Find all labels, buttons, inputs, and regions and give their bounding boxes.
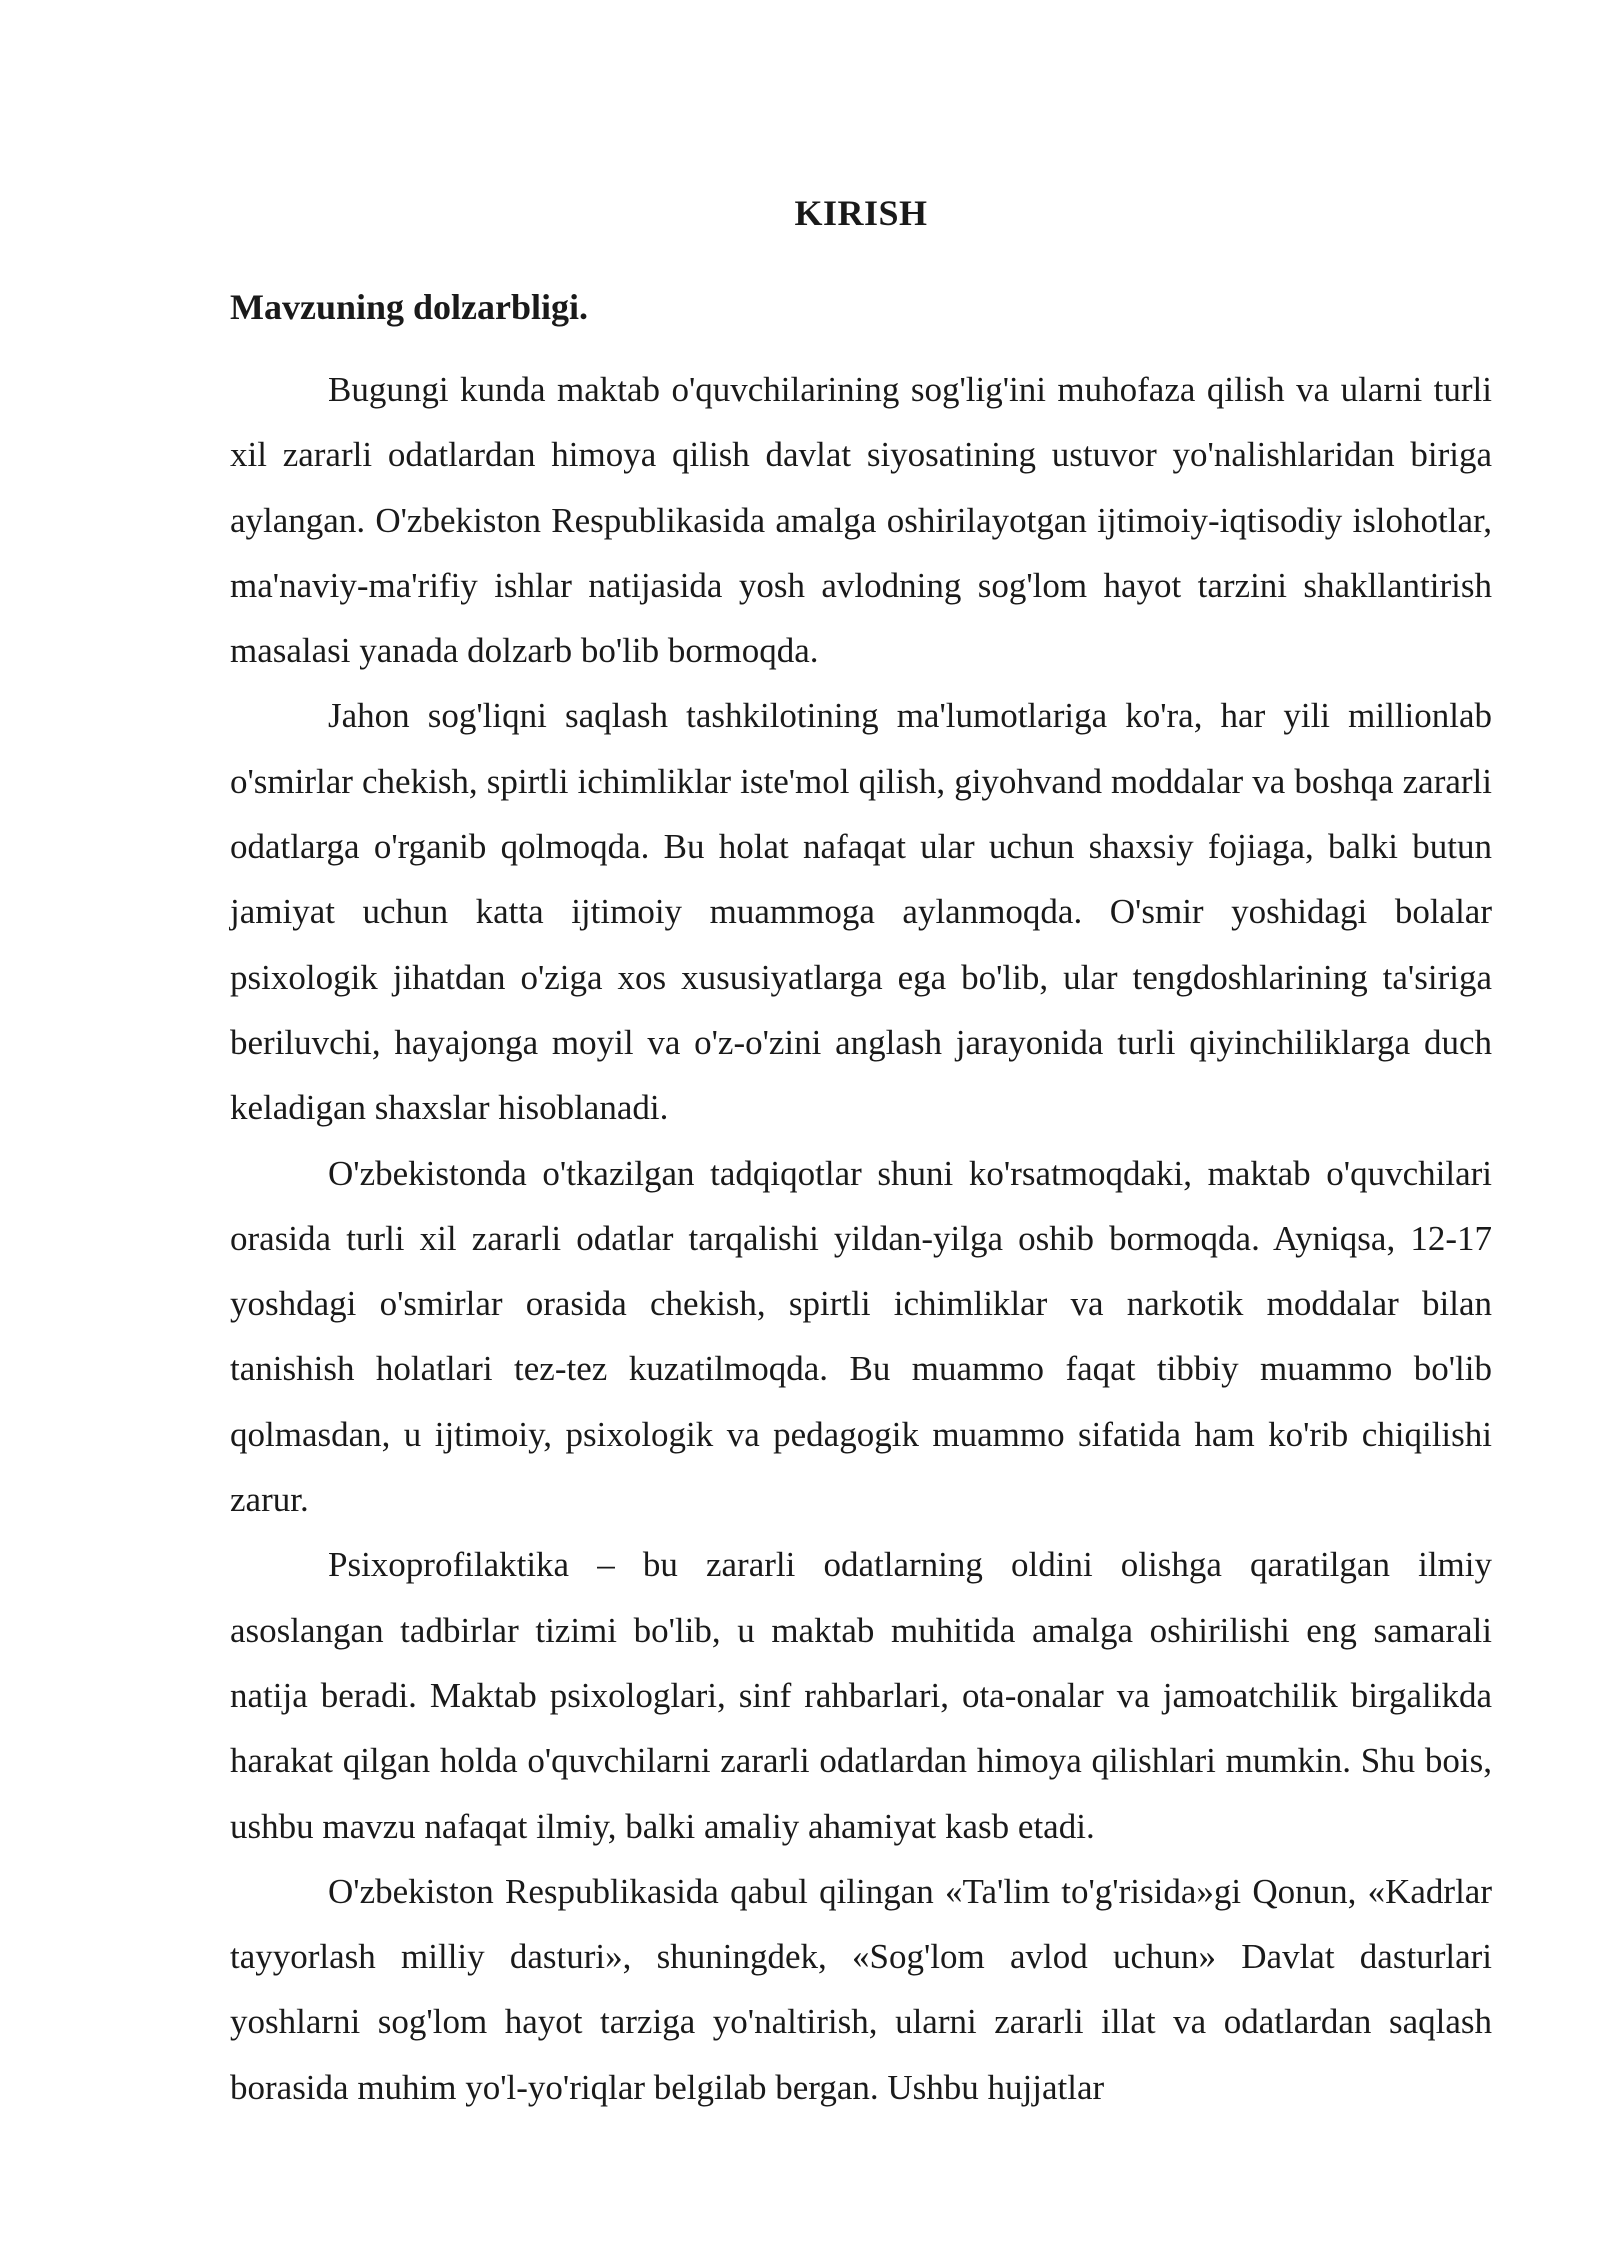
- document-page: [230, 185, 1492, 2120]
- section-heading: Mavzuning dolzarbligi.: [230, 287, 589, 327]
- document-title: KIRISH: [794, 193, 928, 233]
- paragraph-1: Bugungi kunda maktab o'quvchilarining sog'lig'ini muhofaza qilish va ularni turli xil zararli odatlardan himoya qilish davlat siyosatining ustuvor yo'nalishlaridan biriga aylangan. O'zbekiston Respublikasida amalga oshirilayotgan ijtimoiy-iqtisodiy islohotlar, ma'naviy-ma'rifiy ishlar natijasida yosh avlodning sog'lom hayot tarzini shakllantirish masalasi yanada dolzarb bo'lib bormoqda.: [230, 370, 1492, 671]
- paragraph-5: O'zbekiston Respublikasida qabul qilingan «Ta'lim to'g'risida»gi Qonun, «Kadrlar tayyorlash milliy dasturi», shuningdek, «Sog'lom avlod uchun» Davlat dasturlari yoshlarni sog'lom hayot tarziga yo'naltirish, ularni zararli illat va odatlardan saqlash borasida muhim yo'l-yo'riqlar belgilab bergan. Ushbu hujjatlar: [230, 1871, 1492, 2107]
- paragraph-4: Psixoprofilaktika – bu zararli odatlarning oldini olishga qaratilgan ilmiy asoslangan tadbirlar tizimi bo'lib, u maktab muhitida amalga oshirilishi eng samarali natija beradi. Maktab psixologlari, sinf rahbarlari, ota-onalar va jamoatchilik birgalikda harakat qilgan holda o'quvchilarni zararli odatlardan himoya qilishlari mumkin. Shu bois, ushbu mavzu nafaqat ilmiy, balki amaliy ahamiyat kasb etadi.: [230, 1545, 1492, 1846]
- paragraph-3: O'zbekistonda o'tkazilgan tadqiqotlar shuni ko'rsatmoqdaki, maktab o'quvchilari orasida turli xil zararli odatlar tarqalishi yildan-yilga oshib bormoqda. Ayniqsa, 12-17 yoshdagi o'smirlar orasida chekish, spirtli ichimliklar va narkotik moddalar bilan tanishish holatlari tez-tez kuzatilmoqda. Bu muammo faqat tibbiy muammo bo'lib qolmasdan, u ijtimoiy, psixologik va pedagogik muammo sifatida ham ko'rib chiqilishi zarur.: [230, 1153, 1492, 1520]
- paragraph-2: Jahon sog'liqni saqlash tashkilotining ma'lumotlariga ko'ra, har yili millionlab o'smirlar chekish, spirtli ichimliklar iste'mol qilish, giyohvand moddalar va boshqa zararli odatlarga o'rganib qolmoqda. Bu holat nafaqat ular uchun shaxsiy fojiaga, balki butun jamiyat uchun katta ijtimoiy muammoga aylanmoqda. O'smir yoshidagi bolalar psixologik jihatdan o'ziga xos xususiyatlarga ega bo'lib, ular tengdoshlarining ta'siriga beriluvchi, hayajonga moyil va o'z-o'zini anglash jarayonida turli qiyinchiliklarga duch keladigan shaxslar hisoblanadi.: [230, 696, 1492, 1128]
